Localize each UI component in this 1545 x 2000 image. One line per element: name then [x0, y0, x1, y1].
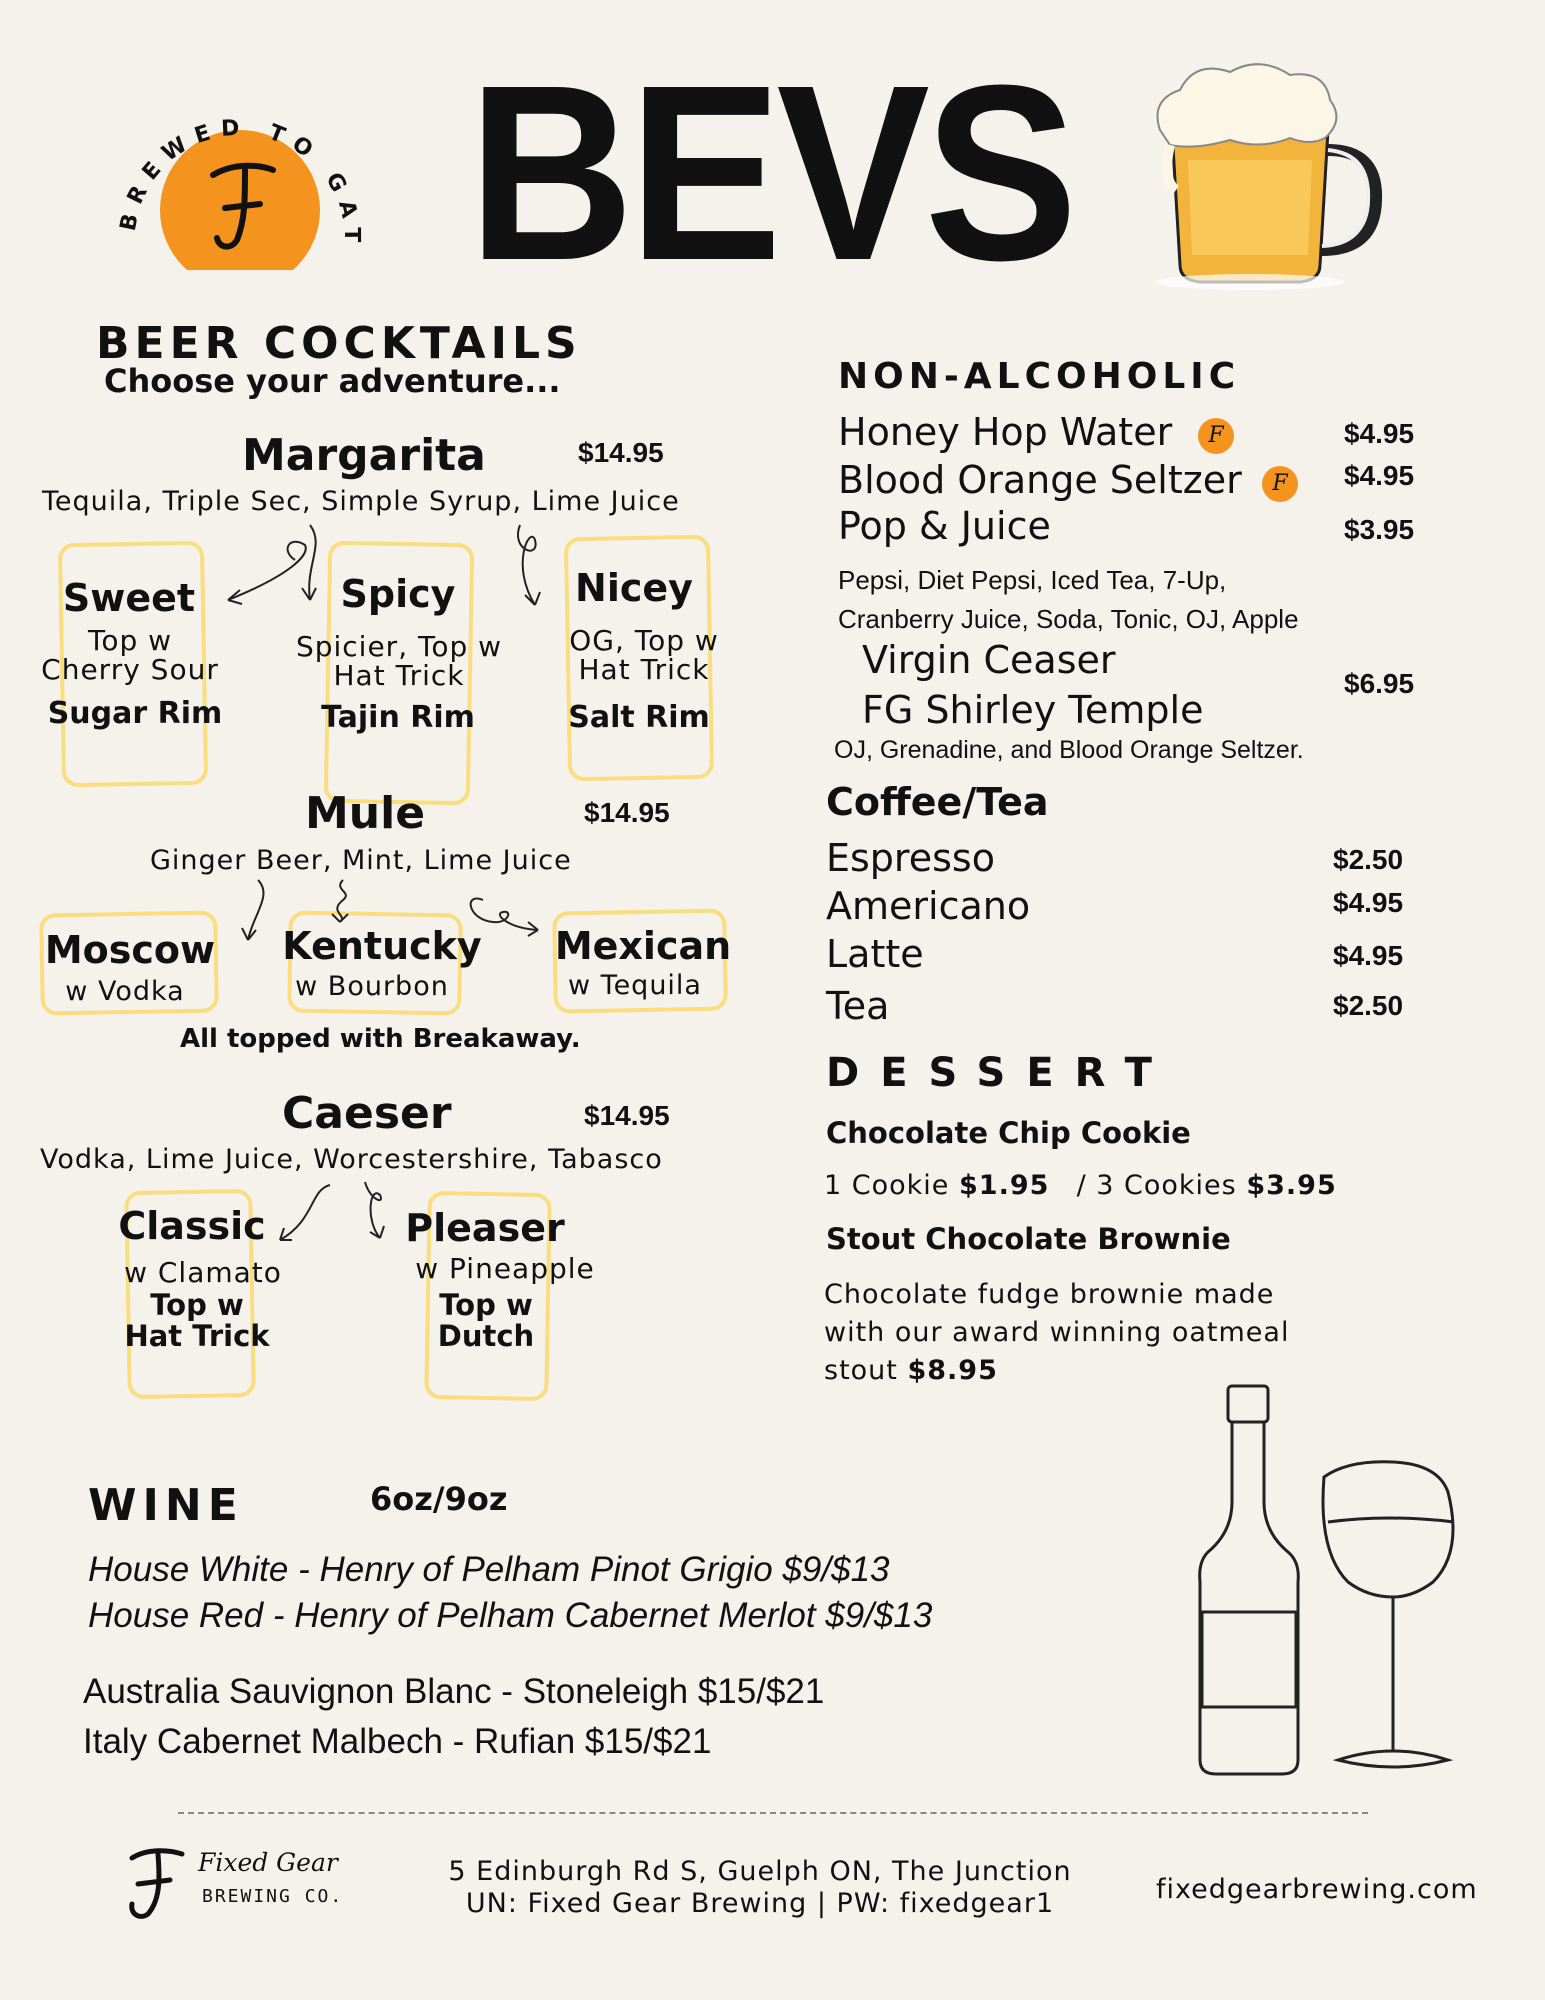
mule-note: All topped with Breakaway. — [180, 1024, 581, 1054]
caeser-price: $14.95 — [584, 1100, 670, 1131]
coffee-item-espresso: Espresso — [826, 836, 995, 880]
fixed-gear-badge-icon: F — [1262, 466, 1298, 502]
margarita-spicy-desc-2: Hat Trick — [333, 659, 465, 692]
dessert-heading: DESSERT — [826, 1050, 1173, 1096]
caeser-classic-top-1: Top w — [150, 1288, 244, 1322]
caeser-classic-top-2: Hat Trick — [124, 1319, 270, 1353]
wine-bottle-glass-icon — [1188, 1382, 1478, 1782]
dessert-brownie-name: Stout Chocolate Brownie — [826, 1222, 1231, 1256]
coffee-tea-heading: Coffee/Tea — [826, 780, 1049, 824]
dessert-brownie-desc-1: Chocolate fudge brownie made — [824, 1279, 1275, 1310]
na-price-honey-hop-water: $4.95 — [1344, 418, 1415, 449]
footer-divider — [178, 1812, 1368, 1814]
dessert-cookie-one: 1 Cookie — [824, 1170, 950, 1201]
dessert-cookie-three-price: $3.95 — [1246, 1170, 1337, 1201]
coffee-price-americano: $4.95 — [1333, 887, 1404, 918]
mule-mexican-desc: w Tequila — [568, 970, 702, 1001]
non-alcoholic-heading: NON-ALCOHOLIC — [838, 356, 1241, 397]
na-price-blood-orange-seltzer: $4.95 — [1344, 460, 1415, 491]
dessert-brownie-price: $8.95 — [907, 1355, 998, 1386]
caeser-classic-name: Classic — [118, 1204, 266, 1248]
margarita-price: $14.95 — [578, 437, 664, 468]
caeser-pleaser-top-2: Dutch — [437, 1319, 535, 1353]
margarita-sweet-desc-1: Top w — [87, 624, 173, 657]
coffee-price-latte: $4.95 — [1333, 940, 1404, 971]
na-virgin-price: $6.95 — [1344, 668, 1415, 699]
dessert-brownie-desc-3: stout — [824, 1355, 898, 1386]
coffee-price-tea: $2.50 — [1333, 990, 1404, 1021]
wine-heading: WINE — [88, 1480, 244, 1531]
na-item-pop-juice: Pop & Juice — [838, 504, 1051, 548]
mule-price: $14.95 — [584, 797, 670, 828]
dessert-brownie-desc-2: with our award winning oatmeal — [824, 1317, 1290, 1348]
logo-badge-icon — [95, 70, 385, 270]
dessert-cookie-name: Chocolate Chip Cookie — [826, 1116, 1191, 1150]
wine-house-white: House White - Henry of Pelham Pinot Grigio $9/$13 — [88, 1550, 890, 1589]
margarita-ingredients: Tequila, Triple Sec, Simple Syrup, Lime Juice — [42, 486, 680, 517]
footer-wifi: UN: Fixed Gear Brewing | PW: fixedgear1 — [465, 1888, 1055, 1919]
beer-cocktails-heading: BEER COCKTAILS — [96, 318, 582, 369]
na-price-pop-juice: $3.95 — [1344, 514, 1415, 545]
dessert-cookie-three: / 3 Cookies — [1076, 1170, 1237, 1201]
mule-mexican-name: Mexican — [554, 924, 732, 968]
beer-cocktails-subheading: Choose your adventure... — [104, 362, 561, 400]
caeser-ingredients: Vodka, Lime Juice, Worcestershire, Tabasco — [40, 1144, 663, 1175]
brand-logo — [95, 70, 385, 270]
footer-website[interactable]: fixedgearbrewing.com — [1156, 1874, 1478, 1905]
fixed-gear-logo-icon — [120, 1840, 190, 1920]
footer-brand-line1: Fixed Gear — [198, 1848, 338, 1877]
wine-sizes: 6oz/9oz — [370, 1480, 508, 1518]
coffee-item-latte: Latte — [826, 932, 924, 976]
margarita-spicy-rim: Tajin Rim — [321, 700, 475, 735]
mule-kentucky-desc: w Bourbon — [295, 971, 449, 1002]
margarita-spicy-desc-1: Spicier, Top w — [295, 630, 503, 663]
page-title: BEVS — [468, 33, 1073, 312]
mule-name: Mule — [305, 788, 426, 839]
margarita-sweet-name: Sweet — [62, 576, 196, 620]
caeser-pleaser-desc: w Pineapple — [415, 1252, 595, 1285]
margarita-nicey-desc-2: Hat Trick — [578, 653, 710, 686]
coffee-item-tea: Tea — [826, 984, 890, 1028]
caeser-name: Caeser — [282, 1088, 452, 1139]
mule-kentucky-name: Kentucky — [282, 924, 482, 968]
footer-brand-logo — [120, 1840, 360, 1920]
wine-house-red: House Red - Henry of Pelham Cabernet Merlot $9/$13 — [88, 1596, 933, 1635]
na-item-blood-orange-seltzer: Blood Orange Seltzer — [838, 458, 1242, 502]
na-virgin-ceaser: Virgin Ceaser — [862, 638, 1116, 682]
footer-brand-line2: BREWING CO. — [202, 1886, 344, 1907]
svg-text:BREWED TO GATHER: BREWED TO GAT — [115, 115, 365, 253]
margarita-sweet-rim: Sugar Rim — [47, 696, 223, 731]
wine-malbech: Italy Cabernet Malbech - Rufian $15/$21 — [83, 1722, 712, 1761]
footer-address: 5 Edinburgh Rd S, Guelph ON, The Junction — [448, 1856, 1072, 1887]
mule-moscow-name: Moscow — [44, 928, 216, 972]
na-item-honey-hop-water: Honey Hop Water — [838, 410, 1173, 454]
mule-moscow-desc: w Vodka — [65, 976, 185, 1007]
na-pop-list-2: Cranberry Juice, Soda, Tonic, OJ, Apple — [838, 604, 1299, 634]
dessert-cookie-one-price: $1.95 — [959, 1170, 1050, 1201]
wine-sauvignon-blanc: Australia Sauvignon Blanc - Stoneleigh $15/$21 — [83, 1672, 825, 1711]
coffee-price-espresso: $2.50 — [1333, 844, 1404, 875]
caeser-pleaser-name: Pleaser — [405, 1206, 565, 1250]
caeser-pleaser-top-1: Top w — [439, 1288, 533, 1322]
margarita-name: Margarita — [242, 430, 486, 481]
margarita-nicey-desc-1: OG, Top w — [569, 624, 719, 657]
margarita-nicey-rim: Salt Rim — [568, 700, 710, 735]
na-pop-list-1: Pepsi, Diet Pepsi, Iced Tea, 7-Up, — [838, 565, 1227, 595]
na-shirley-temple: FG Shirley Temple — [862, 688, 1204, 732]
caeser-classic-desc: w Clamato — [124, 1256, 282, 1289]
coffee-item-americano: Americano — [826, 884, 1031, 928]
mule-ingredients: Ginger Beer, Mint, Lime Juice — [150, 845, 572, 876]
beer-mug-icon — [1140, 50, 1385, 290]
fixed-gear-badge-icon: F — [1198, 418, 1234, 454]
margarita-sweet-desc-2: Cherry Sour — [41, 653, 219, 686]
margarita-nicey-name: Nicey — [575, 566, 693, 610]
na-virgin-note: OJ, Grenadine, and Blood Orange Seltzer. — [834, 736, 1304, 764]
margarita-spicy-name: Spicy — [340, 572, 456, 616]
